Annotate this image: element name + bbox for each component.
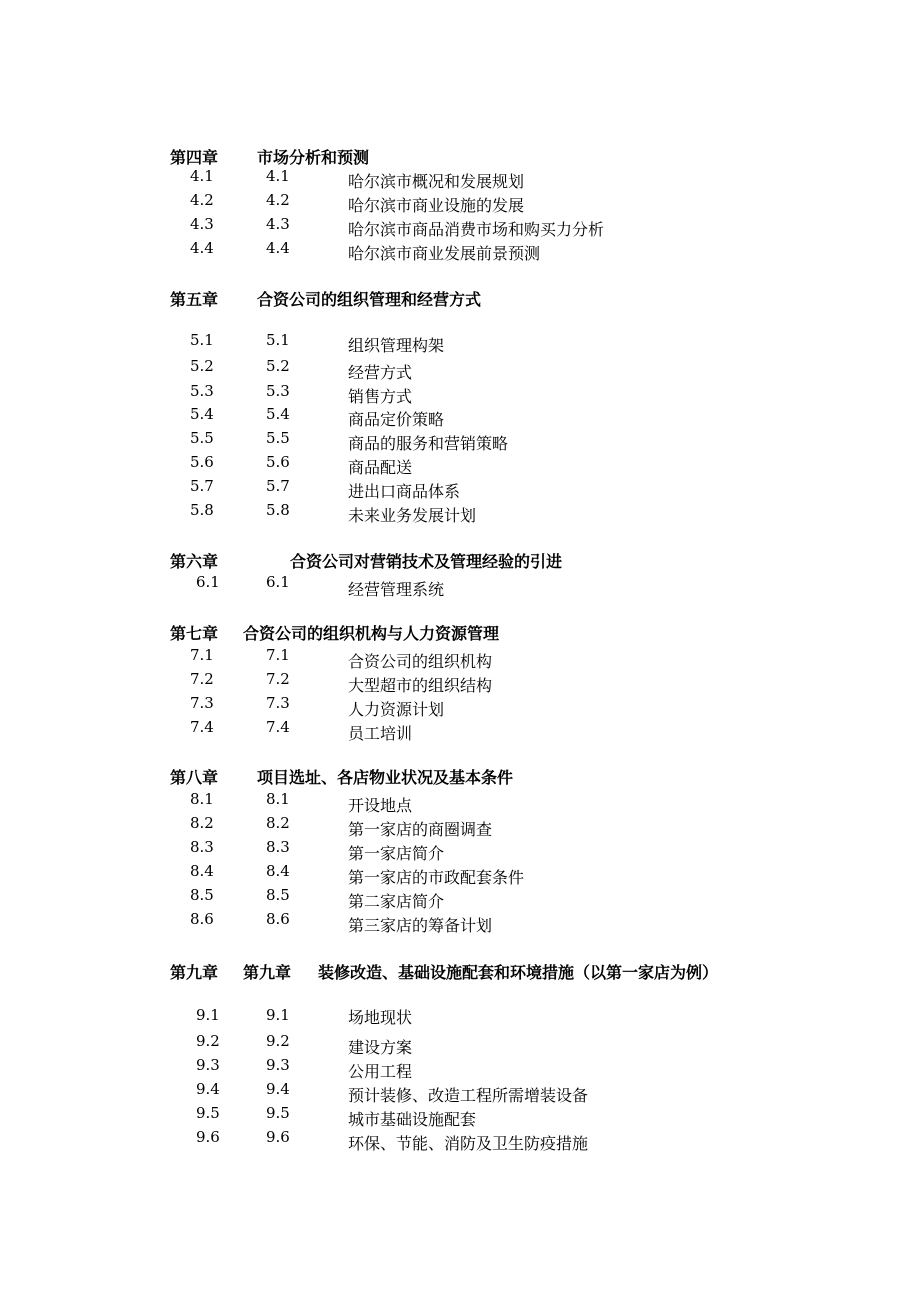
section-number: 9.1: [196, 1006, 220, 1024]
toc-row: [0, 477, 920, 501]
toc-row: [0, 1128, 920, 1152]
toc-row: [0, 405, 920, 429]
section-number: 9.5: [196, 1104, 220, 1122]
section-number: 4.4: [190, 239, 214, 257]
toc-row: [0, 357, 920, 381]
toc-row: [0, 167, 920, 191]
toc-row: [0, 382, 920, 406]
section-title: 销售方式: [348, 387, 413, 406]
chapter-label-repeat: 第九章: [243, 963, 292, 982]
section-title: 开设地点: [348, 796, 413, 815]
section-number-dup: 4.1: [266, 167, 290, 185]
toc-row: [0, 331, 920, 355]
section-title: 经营方式: [348, 363, 413, 382]
section-number-dup: 8.5: [266, 886, 290, 904]
toc-row: [0, 1032, 920, 1056]
chapter-title: 合资公司的组织机构与人力资源管理: [243, 624, 500, 643]
section-number-dup: 7.1: [266, 646, 290, 664]
section-number-dup: 5.8: [266, 501, 290, 519]
section-title: 第一家店的市政配套条件: [348, 868, 525, 887]
section-number: 9.4: [196, 1080, 220, 1098]
section-title: 场地现状: [348, 1008, 413, 1027]
toc-row: [0, 453, 920, 477]
toc-row: [0, 646, 920, 670]
section-title: 商品的服务和营销策略: [348, 434, 509, 453]
section-title: 商品配送: [348, 458, 413, 477]
section-number: 5.1: [190, 331, 214, 349]
section-title: 哈尔滨市商业设施的发展: [348, 196, 525, 215]
section-number: 4.1: [190, 167, 214, 185]
section-title: 哈尔滨市商品消费市场和购买力分析: [348, 220, 605, 239]
section-title: 员工培训: [348, 724, 413, 743]
section-number: 8.6: [190, 910, 214, 928]
toc-row: [0, 838, 920, 862]
toc-row: [0, 239, 920, 263]
section-number: 4.3: [190, 215, 214, 233]
section-title: 未来业务发展计划: [348, 506, 477, 525]
section-number-dup: 7.3: [266, 694, 290, 712]
chapter-label: 第五章: [170, 290, 219, 309]
section-number-dup: 7.2: [266, 670, 290, 688]
section-title: 公用工程: [348, 1062, 413, 1081]
section-number-dup: 8.4: [266, 862, 290, 880]
section-number-dup: 6.1: [266, 573, 290, 591]
section-title: 哈尔滨市概况和发展规划: [348, 172, 525, 191]
section-title: 第三家店的筹备计划: [348, 916, 493, 935]
section-number: 8.2: [190, 814, 214, 832]
section-number-dup: 9.4: [266, 1080, 290, 1098]
section-number-dup: 8.1: [266, 790, 290, 808]
toc-row: [0, 910, 920, 934]
section-number: 5.8: [190, 501, 214, 519]
chapter-label: 第六章: [170, 552, 219, 571]
section-number-dup: 5.7: [266, 477, 290, 495]
section-number-dup: 4.2: [266, 191, 290, 209]
section-title: 人力资源计划: [348, 700, 445, 719]
section-title: 第一家店的商圈调查: [348, 820, 493, 839]
toc-row: [0, 1056, 920, 1080]
chapter-title: 合资公司对营销技术及管理经验的引进: [290, 552, 563, 571]
chapter-title: 合资公司的组织管理和经营方式: [257, 290, 482, 309]
section-number-dup: 5.6: [266, 453, 290, 471]
section-number-dup: 5.5: [266, 429, 290, 447]
section-title: 哈尔滨市商业发展前景预测: [348, 244, 541, 263]
toc-row: [0, 573, 920, 597]
section-number: 8.3: [190, 838, 214, 856]
section-number: 8.1: [190, 790, 214, 808]
section-number-dup: 9.2: [266, 1032, 290, 1050]
toc-row: [0, 814, 920, 838]
section-number: 5.2: [190, 357, 214, 375]
section-number-dup: 4.4: [266, 239, 290, 257]
chapter-label: 第九章: [170, 963, 219, 982]
section-number: 9.3: [196, 1056, 220, 1074]
section-title: 第二家店简介: [348, 892, 445, 911]
chapter-title: 装修改造、基础设施配套和环境措施（以第一家店为例）: [318, 963, 719, 982]
section-number: 5.6: [190, 453, 214, 471]
section-number-dup: 9.1: [266, 1006, 290, 1024]
section-title: 大型超市的组织结构: [348, 676, 493, 695]
section-number-dup: 9.6: [266, 1128, 290, 1146]
chapter-label: 第八章: [170, 768, 219, 787]
section-number: 9.2: [196, 1032, 220, 1050]
section-title: 进出口商品体系: [348, 482, 461, 501]
section-number: 7.2: [190, 670, 214, 688]
section-title: 环保、节能、消防及卫生防疫措施: [348, 1134, 589, 1153]
toc-row: [0, 718, 920, 742]
section-number-dup: 8.6: [266, 910, 290, 928]
section-number: 7.1: [190, 646, 214, 664]
section-title: 预计装修、改造工程所需增装设备: [348, 1086, 589, 1105]
toc-row: [0, 670, 920, 694]
section-number-dup: 4.3: [266, 215, 290, 233]
section-number: 5.3: [190, 382, 214, 400]
toc-row: [0, 694, 920, 718]
section-number: 9.6: [196, 1128, 220, 1146]
section-title: 建设方案: [348, 1038, 413, 1057]
section-number: 8.4: [190, 862, 214, 880]
section-number: 5.7: [190, 477, 214, 495]
section-title: 合资公司的组织机构: [348, 652, 493, 671]
toc-row: [0, 191, 920, 215]
section-number-dup: 5.4: [266, 405, 290, 423]
toc-row: [0, 429, 920, 453]
section-number: 4.2: [190, 191, 214, 209]
section-number-dup: 8.2: [266, 814, 290, 832]
toc-row: [0, 1006, 920, 1030]
toc-row: [0, 886, 920, 910]
chapter-title: 项目选址、各店物业状况及基本条件: [257, 768, 514, 787]
toc-row: [0, 215, 920, 239]
chapter-label: 第七章: [170, 624, 219, 643]
toc-row: [0, 501, 920, 525]
toc-row: [0, 790, 920, 814]
section-number-dup: 9.5: [266, 1104, 290, 1122]
section-number: 8.5: [190, 886, 214, 904]
section-number-dup: 9.3: [266, 1056, 290, 1074]
section-number-dup: 8.3: [266, 838, 290, 856]
section-title: 商品定价策略: [348, 410, 445, 429]
section-number: 6.1: [196, 573, 220, 591]
chapter-title: 市场分析和预测: [257, 148, 370, 167]
section-title: 城市基础设施配套: [348, 1110, 477, 1129]
section-number: 7.4: [190, 718, 214, 736]
chapter-label: 第四章: [170, 148, 219, 167]
toc-row: [0, 862, 920, 886]
section-number: 7.3: [190, 694, 214, 712]
section-number-dup: 5.3: [266, 382, 290, 400]
section-number: 5.4: [190, 405, 214, 423]
section-number-dup: 5.1: [266, 331, 290, 349]
section-title: 组织管理构架: [348, 336, 445, 355]
section-title: 第一家店简介: [348, 844, 445, 863]
section-title: 经营管理系统: [348, 580, 445, 599]
section-number: 5.5: [190, 429, 214, 447]
section-number-dup: 7.4: [266, 718, 290, 736]
toc-row: [0, 1080, 920, 1104]
toc-row: [0, 1104, 920, 1128]
section-number-dup: 5.2: [266, 357, 290, 375]
